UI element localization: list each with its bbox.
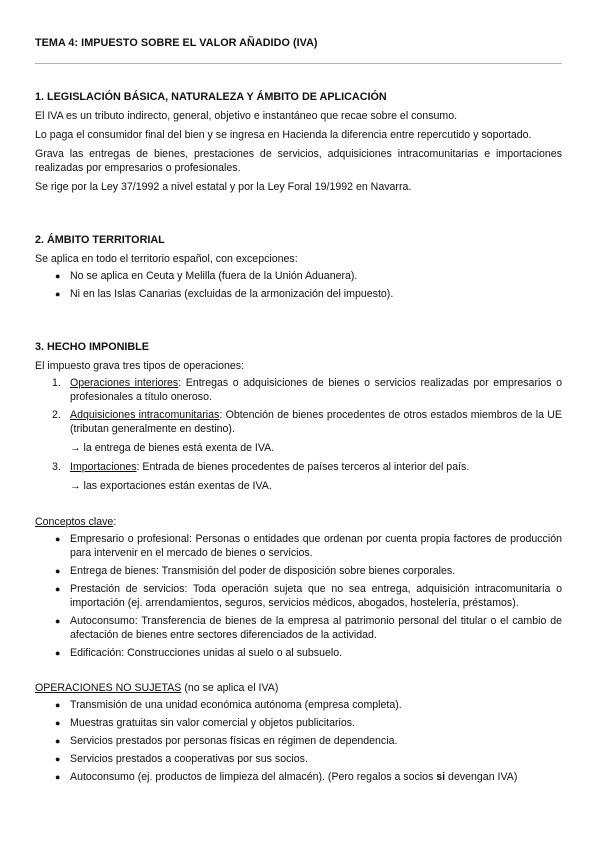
list-item: ● Servicios prestados a cooperativas por sus socios. xyxy=(55,753,308,765)
no-sujetas-heading: OPERACIONES NO SUJETAS (no se aplica el IVA) xyxy=(35,682,279,694)
term-operaciones-interiores: Operaciones interiores xyxy=(70,377,179,389)
list-item: ● Servicios prestados por personas físicas en régimen de dependencia. xyxy=(55,735,398,747)
list-item: ● Autoconsumo: Transferencia de bienes de la empresa al patrimonio personal del titular o el cambio de afectación de bienes entre sectores diferenciados de la actividad. xyxy=(55,615,562,641)
page-title: TEMA 4: IMPUESTO SOBRE EL VALOR AÑADIDO (IVA) xyxy=(35,37,318,49)
no-sujetas-list xyxy=(35,698,562,784)
conceptos-list xyxy=(35,532,562,660)
bullet-icon: ● xyxy=(55,289,61,299)
section-1-heading: 1. LEGISLACIÓN BÁSICA, NATURALEZA Y ÁMBITO DE APLICACIÓN xyxy=(35,91,387,103)
list-item: ● No se aplica en Ceuta y Melilla (fuera de la Unión Aduanera). xyxy=(55,270,358,282)
list-item: ● Ni en las Islas Canarias (excluidas de la armonización del impuesto). xyxy=(55,288,394,300)
bullet-icon: ● xyxy=(55,718,61,728)
bullet-icon: ● xyxy=(55,566,61,576)
list-item: 3. Importaciones: Entrada de bienes procedentes de países terceros al interior del país. xyxy=(52,461,470,473)
bullet-icon: ● xyxy=(55,616,61,626)
list-item: ● Entrega de bienes: Transmisión del poder de disposición sobre bienes corporales. xyxy=(55,565,456,577)
arrow-note-2: → las exportaciones están exentas de IVA. xyxy=(70,480,272,492)
section-1-paragraph-4: Se rige por la Ley 37/1992 a nivel estatal y por la Ley Foral 19/1992 en Navarra. xyxy=(35,181,412,193)
list-item: 2. Adquisiciones intracomunitarias: Obtención de bienes procedentes de otros estados miembros de la UE (tributan generalmente en destino). xyxy=(52,409,562,435)
section-3-intro: El impuesto grava tres tipos de operaciones: xyxy=(35,360,245,372)
bullet-icon: ● xyxy=(55,700,61,710)
list-item: ● Muestras gratuitas sin valor comercial y objetos publicitarios. xyxy=(55,717,355,729)
section-1-paragraph-1: El IVA es un tributo indirecto, general, objetivo e instantáneo que recae sobre el consumo. xyxy=(35,110,458,122)
bullet-icon: ● xyxy=(55,271,61,281)
section-1-paragraph-2: Lo paga el consumidor final del bien y se ingresa en Hacienda la diferencia entre repercutido y soportado. xyxy=(35,129,532,141)
bullet-icon: ● xyxy=(55,648,61,658)
section-1-paragraph-3: Grava las entregas de bienes, prestaciones de servicios, adquisiciones intracomunitarias e importaciones realizadas por empresarios o profesionales. xyxy=(35,148,562,174)
list-item: ● Prestación de servicios: Toda operación sujeta que no sea entrega, adquisición intracomunitaria o importación (ej. arrendamientos, seguros, servicios médicos, abogados, hostelería, préstamos). xyxy=(55,583,562,609)
section-2-list xyxy=(35,269,562,301)
section-2-intro: Se aplica en todo el territorio español, con excepciones: xyxy=(35,253,298,265)
list-item: ● Autoconsumo (ej. productos de limpieza del almacén). (Pero regalos a socios si devengan IVA) xyxy=(55,771,518,783)
bullet-icon: ● xyxy=(55,534,61,544)
document-page xyxy=(35,36,562,784)
list-item: 1. Operaciones interiores: Entregas o adquisiciones de bienes o servicios realizadas por empresarios o profesionales a título oneroso. xyxy=(52,377,562,403)
operations-list-cont xyxy=(35,460,562,474)
arrow-note-1: → la entrega de bienes está exenta de IVA. xyxy=(70,442,275,454)
title-divider xyxy=(35,63,562,64)
bullet-icon: ● xyxy=(55,754,61,764)
list-item: ● Edificación: Construcciones unidas al suelo o al subsuelo. xyxy=(55,647,343,659)
term-importaciones: Importaciones xyxy=(70,461,137,473)
bullet-icon: ● xyxy=(55,584,61,594)
bullet-icon: ● xyxy=(55,736,61,746)
section-3-heading: 3. HECHO IMPONIBLE xyxy=(35,341,149,353)
list-item: ● Transmisión de una unidad económica autónoma (empresa completa). xyxy=(55,699,402,711)
term-adquisiciones-intracomunitarias: Adquisiciones intracomunitarias xyxy=(70,409,220,421)
list-item: ● Empresario o profesional: Personas o entidades que ordenan por cuenta propia factores de producción para intervenir en el mercado de bienes o servicios. xyxy=(55,533,562,559)
conceptos-heading: Conceptos clave: xyxy=(35,516,117,528)
bullet-icon: ● xyxy=(55,772,61,782)
operations-list xyxy=(35,376,562,436)
section-2-heading: 2. ÁMBITO TERRITORIAL xyxy=(35,234,165,246)
